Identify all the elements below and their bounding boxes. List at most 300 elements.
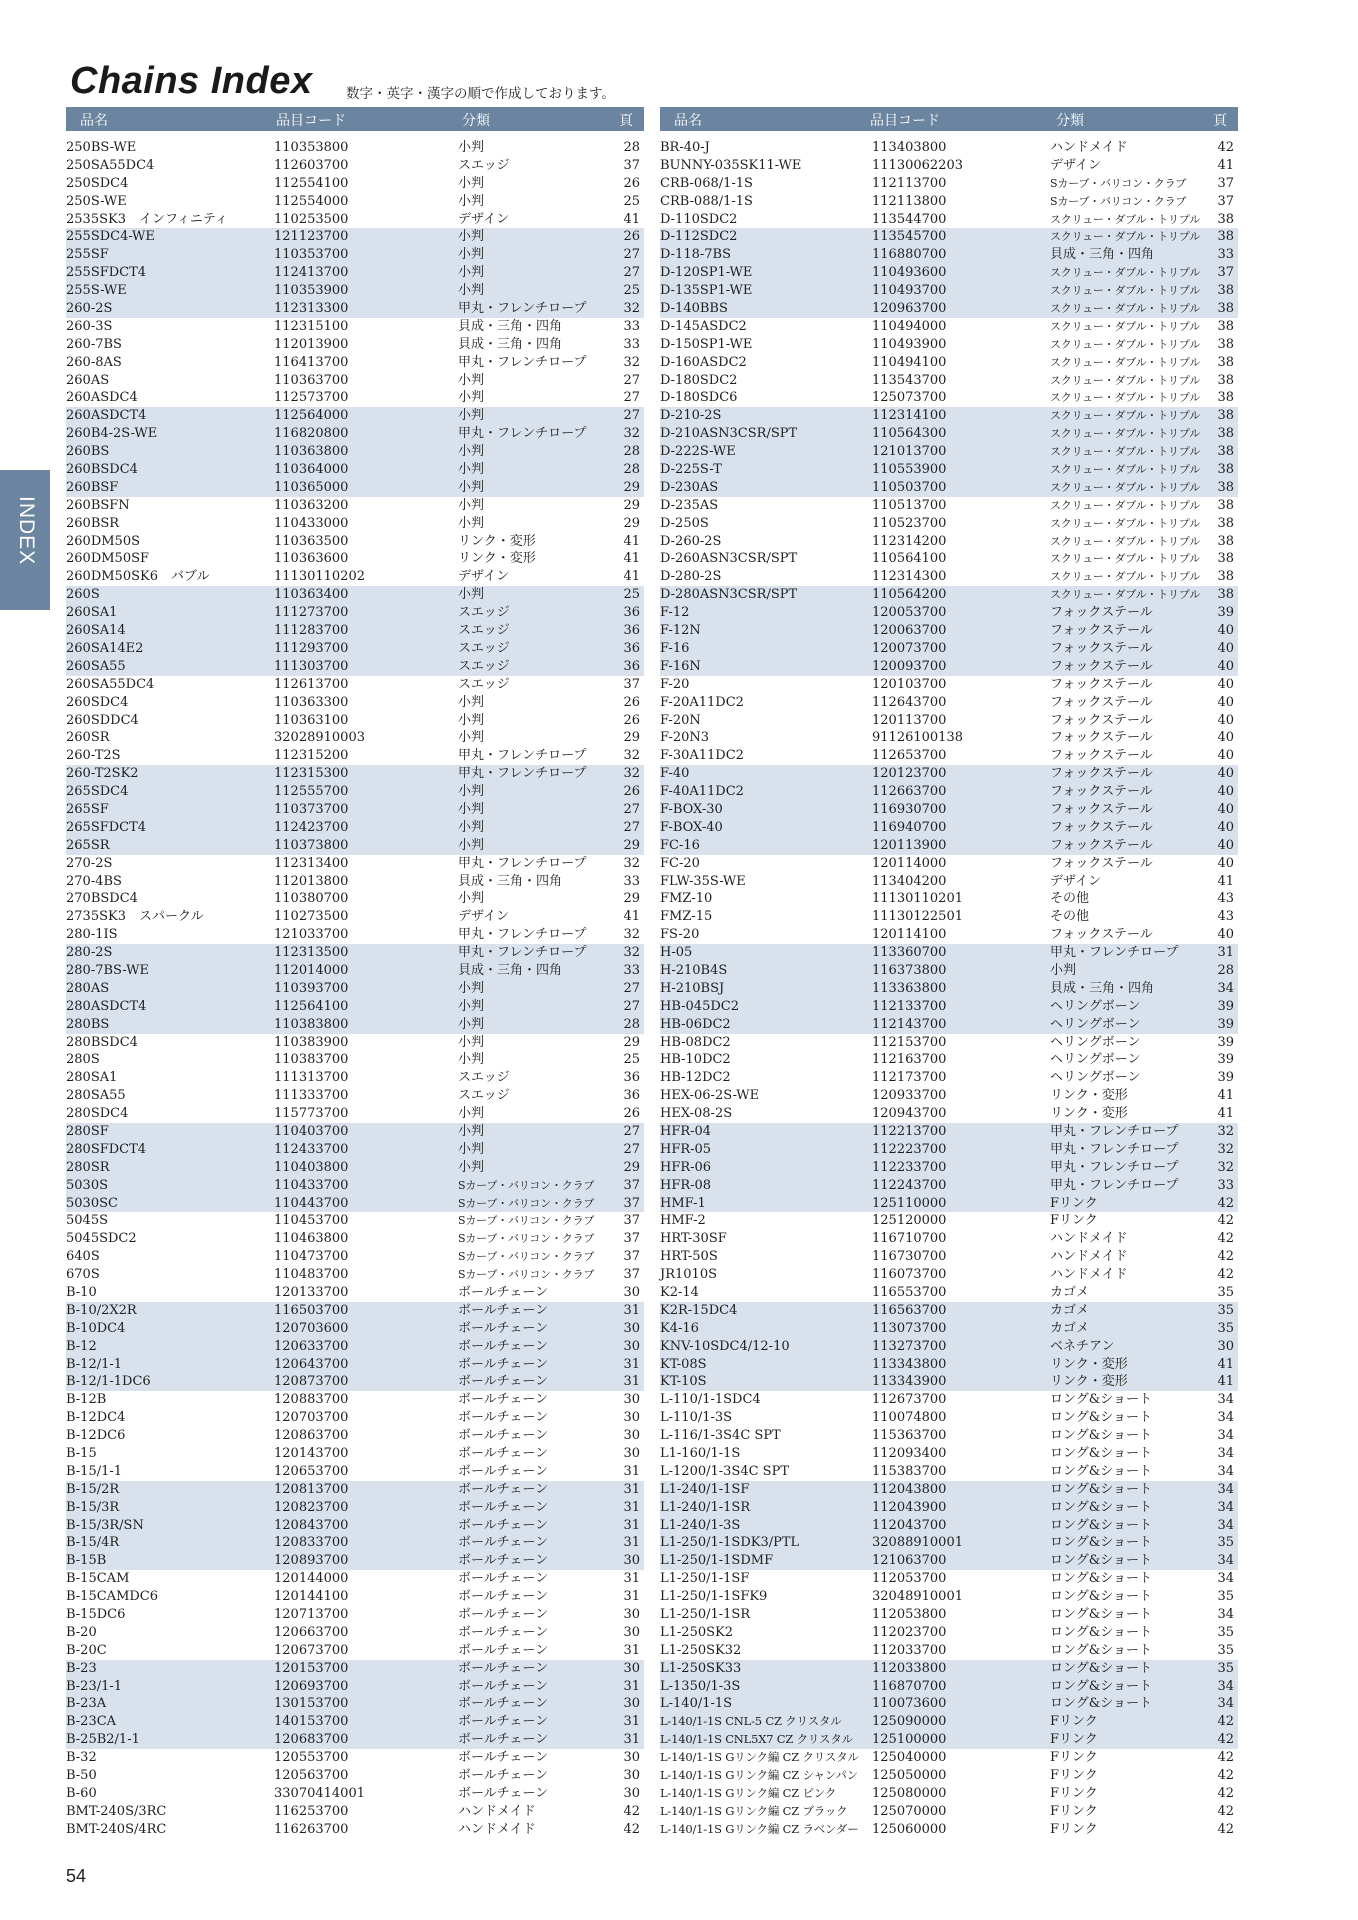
item-page: 31: [623, 1678, 640, 1694]
table-row: [66, 890, 644, 908]
item-page: 34: [1217, 1446, 1234, 1462]
column-header-page: 頁: [1213, 113, 1227, 129]
item-category: フォックステール: [1050, 676, 1153, 692]
table-row: [66, 1642, 644, 1660]
table-row: [660, 747, 1238, 765]
item-page: 34: [1217, 980, 1234, 996]
item-code: 110353900: [274, 283, 349, 299]
item-page: 38: [1217, 426, 1234, 442]
item-category: ボールチェーン: [458, 1320, 549, 1336]
item-code: 115773700: [274, 1106, 349, 1122]
item-page: 30: [623, 1660, 640, 1676]
item-category: スクリュー・ダブル・トリプル: [1050, 588, 1200, 602]
item-category: ロング&ショート: [1050, 1624, 1153, 1640]
item-code: 113360700: [872, 945, 947, 961]
table-header: [66, 107, 644, 131]
item-name: 280S: [66, 1052, 100, 1068]
item-category: ボールチェーン: [458, 1338, 549, 1354]
item-page: 38: [1217, 211, 1234, 227]
item-code: 111313700: [274, 1070, 349, 1086]
item-page: 35: [1217, 1624, 1234, 1640]
item-category: フォックステール: [1050, 801, 1153, 817]
item-code: 110494100: [872, 354, 947, 370]
table-row: [660, 1803, 1238, 1821]
item-page: 32: [623, 354, 640, 370]
item-name: BMT-240S/3RC: [66, 1803, 167, 1819]
item-category: 貝成・三角・四角: [1050, 980, 1155, 996]
item-page: 32: [623, 855, 640, 871]
item-name: D-180SDC2: [660, 372, 738, 388]
item-code: 116930700: [872, 801, 947, 817]
item-category: ボールチェーン: [458, 1374, 549, 1390]
item-category: Sカーブ・バリコン・クラブ: [458, 1268, 595, 1282]
item-code: 112053800: [872, 1607, 947, 1623]
item-category: ボールチェーン: [458, 1750, 549, 1766]
item-name: L1-250/1-1SFK9: [660, 1589, 768, 1605]
item-category: 小判: [458, 390, 485, 406]
item-page: 26: [623, 175, 640, 191]
item-code: 120144000: [274, 1571, 349, 1587]
item-code: 120113900: [872, 837, 947, 853]
item-category: ロング&ショート: [1050, 1535, 1153, 1551]
item-category: スエッジ: [458, 605, 510, 621]
item-category: フォックステール: [1050, 927, 1153, 943]
table-row: [66, 1320, 644, 1338]
item-page: 31: [623, 1302, 640, 1318]
item-name: 270-4BS: [66, 873, 122, 889]
item-code: 11130110201: [872, 891, 963, 907]
item-code: 112223700: [872, 1141, 947, 1157]
table-row: [66, 747, 644, 765]
item-page: 41: [1217, 1106, 1234, 1122]
item-code: 140153700: [274, 1714, 349, 1730]
item-page: 27: [623, 265, 640, 281]
table-row: [66, 1731, 644, 1749]
item-page: 43: [1217, 909, 1234, 925]
item-code: 110363600: [274, 551, 349, 567]
item-code: 121013700: [872, 444, 947, 460]
item-category: ボールチェーン: [458, 1499, 549, 1515]
item-category: ヘリングボーン: [1050, 1052, 1141, 1068]
item-category: Fリンク: [1050, 1732, 1098, 1748]
item-code: 112313300: [274, 301, 349, 317]
table-row: [660, 819, 1238, 837]
item-code: 120703600: [274, 1320, 349, 1336]
item-code: 110383900: [274, 1034, 349, 1050]
item-code: 120073700: [872, 640, 947, 656]
item-page: 39: [1217, 1016, 1234, 1032]
item-name: HRT-50S: [660, 1249, 718, 1265]
item-code: 33070414001: [274, 1785, 365, 1801]
table-row: [660, 890, 1238, 908]
item-code: 120873700: [274, 1374, 349, 1390]
item-category: ヘリングボーン: [1050, 1034, 1141, 1050]
index-side-tab[interactable]: [0, 470, 50, 610]
item-page: 30: [623, 1624, 640, 1640]
item-code: 120893700: [274, 1553, 349, 1569]
item-code: 112043900: [872, 1499, 947, 1515]
item-name: L1-250SK32: [660, 1642, 742, 1658]
table-row: [660, 264, 1238, 282]
item-code: 115363700: [872, 1428, 947, 1444]
item-code: 32088910001: [872, 1535, 963, 1551]
item-category: 小判: [458, 140, 485, 155]
item-category: スクリュー・ダブル・トリプル: [1050, 427, 1200, 441]
item-code: 112013900: [274, 336, 349, 352]
item-name: HFR-08: [660, 1177, 712, 1193]
item-code: 110253500: [274, 211, 349, 227]
item-name: L-140/1-1S Gリンク編 CZ ブラック: [660, 1803, 848, 1818]
item-code: 110363700: [274, 372, 349, 388]
table-body: [660, 139, 1238, 1839]
item-page: 27: [623, 980, 640, 996]
item-page: 41: [623, 909, 640, 925]
item-code: 120133700: [274, 1285, 349, 1300]
item-code: 11130062203: [872, 157, 963, 173]
table-row: [66, 1105, 644, 1123]
item-category: フォックステール: [1050, 855, 1153, 871]
item-name: B-15: [66, 1446, 97, 1462]
item-name: D-118-7BS: [660, 247, 731, 263]
table-row: [660, 1105, 1238, 1123]
item-code: 110373800: [274, 837, 349, 853]
item-category: ロング&ショート: [1050, 1589, 1153, 1605]
item-name: HRT-30SF: [660, 1231, 727, 1247]
table-row: [66, 962, 644, 980]
item-code: 111273700: [274, 605, 349, 621]
item-category: 小判: [458, 801, 485, 817]
column-header-code: 品目コード: [276, 113, 346, 129]
item-name: KT-10S: [660, 1374, 707, 1390]
item-name: FMZ-10: [660, 891, 713, 907]
table-row: [660, 1320, 1238, 1338]
table-row: [660, 533, 1238, 551]
item-page: 36: [623, 640, 640, 656]
item-name: L-110/1-1SDC4: [660, 1392, 761, 1408]
item-page: 27: [623, 408, 640, 424]
item-page: 30: [623, 1785, 640, 1801]
item-name: B-23/1-1: [66, 1678, 123, 1694]
table-row: [660, 246, 1238, 264]
item-page: 27: [623, 247, 640, 263]
item-code: 112163700: [872, 1052, 947, 1068]
table-row: [66, 193, 644, 211]
item-page: 38: [1217, 390, 1234, 406]
item-name: 260SR: [66, 730, 110, 746]
table-row: [66, 336, 644, 354]
item-name: D-235AS: [660, 497, 719, 513]
table-row: [660, 1678, 1238, 1696]
item-code: 112413700: [274, 265, 349, 281]
item-page: 27: [623, 801, 640, 817]
table-row: [66, 1373, 644, 1391]
item-category: ヘリングボーン: [1050, 1070, 1141, 1086]
item-category: ロング&ショート: [1050, 1696, 1153, 1712]
item-name: D-260-2S: [660, 533, 722, 549]
column-header-name: 品名: [80, 113, 108, 129]
item-category: 小判: [458, 837, 485, 853]
item-name: 640S: [66, 1249, 100, 1265]
item-category: フォックステール: [1050, 819, 1153, 835]
table-row: [660, 765, 1238, 783]
item-name: 280-1IS: [66, 927, 118, 943]
item-name: 250S-WE: [66, 193, 127, 209]
item-page: 36: [623, 605, 640, 621]
item-category: スクリュー・ダブル・トリプル: [1050, 534, 1200, 548]
item-page: 29: [623, 515, 640, 531]
table-row: [660, 550, 1238, 568]
item-name: F-12: [660, 605, 690, 621]
item-page: 32: [623, 301, 640, 317]
item-code: 112653700: [872, 748, 947, 764]
item-code: 112014000: [274, 962, 349, 978]
item-category: ボールチェーン: [458, 1428, 549, 1444]
item-code: 110483700: [274, 1267, 349, 1283]
item-page: 42: [1217, 1732, 1234, 1748]
item-code: 112033800: [872, 1660, 947, 1676]
table-row: [660, 1552, 1238, 1570]
item-code: 113545700: [872, 229, 947, 245]
item-name: L1-240/1-1SF: [660, 1481, 750, 1497]
table-row: [66, 729, 644, 747]
table-row: [66, 801, 644, 819]
item-code: 120843700: [274, 1517, 349, 1533]
item-name: F-20: [660, 676, 690, 692]
table-row: [66, 282, 644, 300]
item-page: 29: [623, 1159, 640, 1175]
item-name: 280SA55: [66, 1088, 126, 1104]
item-code: 110074800: [872, 1410, 947, 1426]
item-category: 甲丸・フレンチロープ: [458, 766, 587, 782]
item-name: B-50: [66, 1768, 97, 1784]
item-category: Sカーブ・バリコン・クラブ: [458, 1232, 595, 1246]
item-code: 110473700: [274, 1249, 349, 1265]
item-name: 260-T2S: [66, 748, 121, 764]
item-name: 670S: [66, 1267, 100, 1283]
table-row: [66, 1570, 644, 1588]
table-row: [66, 318, 644, 336]
item-category: 甲丸・フレンチロープ: [1050, 1141, 1179, 1157]
item-name: 270-2S: [66, 855, 113, 871]
item-category: Sカーブ・バリコン・クラブ: [1050, 194, 1187, 208]
item-code: 120693700: [274, 1678, 349, 1694]
table-row: [66, 819, 644, 837]
item-name: L-1350/1-3S: [660, 1678, 741, 1694]
table-row: [66, 1695, 644, 1713]
table-body: [66, 139, 644, 1839]
item-page: 35: [1217, 1285, 1234, 1300]
item-name: 260DM50S: [66, 533, 140, 549]
item-code: 110493700: [872, 283, 947, 299]
item-code: 125110000: [872, 1195, 947, 1211]
item-page: 37: [623, 1195, 640, 1211]
item-name: FS-20: [660, 927, 700, 943]
item-category: 小判: [458, 998, 485, 1014]
item-name: 260SDC4: [66, 694, 129, 710]
table-row: [66, 1767, 644, 1785]
item-name: B-12DC4: [66, 1410, 126, 1426]
table-row: [66, 694, 644, 712]
table-row: [660, 1821, 1238, 1839]
table-row: [66, 407, 644, 425]
item-code: 110383700: [274, 1052, 349, 1068]
table-row: [66, 622, 644, 640]
item-category: スクリュー・ダブル・トリプル: [1050, 373, 1200, 387]
table-row: [660, 228, 1238, 246]
item-name: K4-16: [660, 1320, 699, 1336]
item-code: 112314200: [872, 533, 947, 549]
page-number: 54: [66, 1866, 87, 1886]
table-row: [660, 712, 1238, 730]
item-name: HEX-08-2S: [660, 1106, 733, 1122]
table-row: [66, 211, 644, 229]
item-code: 110523700: [872, 515, 947, 531]
table-row: [66, 1463, 644, 1481]
item-name: HB-10DC2: [660, 1052, 731, 1068]
item-category: スエッジ: [458, 623, 510, 639]
item-code: 116503700: [274, 1302, 349, 1318]
item-page: 30: [1217, 1338, 1234, 1354]
item-name: 260DM50SF: [66, 551, 150, 567]
item-category: ロング&ショート: [1050, 1517, 1153, 1533]
table-row: [66, 1051, 644, 1069]
table-row: [660, 1570, 1238, 1588]
item-name: 265SFDCT4: [66, 819, 147, 835]
table-row: [66, 765, 644, 783]
item-code: 120093700: [872, 658, 947, 674]
table-row: [660, 1177, 1238, 1195]
item-page: 30: [623, 1696, 640, 1712]
item-name: HB-12DC2: [660, 1070, 731, 1086]
table-row: [660, 1034, 1238, 1052]
item-code: 120713700: [274, 1607, 349, 1623]
item-name: L1-160/1-1S: [660, 1446, 741, 1462]
item-code: 110513700: [872, 497, 947, 513]
table-row: [66, 425, 644, 443]
item-name: L1-240/1-3S: [660, 1517, 741, 1533]
item-name: BMT-240S/4RC: [66, 1821, 167, 1837]
item-name: 260-8AS: [66, 354, 122, 370]
table-row: [660, 443, 1238, 461]
item-code: 112554100: [274, 175, 349, 191]
table-row: [660, 944, 1238, 962]
item-name: 2535SK3 インフィニティ: [66, 211, 228, 227]
item-category: ロング&ショート: [1050, 1446, 1153, 1462]
table-row: [660, 1356, 1238, 1374]
item-page: 38: [1217, 372, 1234, 388]
item-category: ロング&ショート: [1050, 1571, 1153, 1587]
table-row: [660, 1195, 1238, 1213]
item-code: 112143700: [872, 1016, 947, 1032]
item-name: 260-T2SK2: [66, 766, 139, 782]
item-name: 270BSDC4: [66, 891, 138, 907]
item-name: 260S: [66, 587, 100, 603]
table-row: [660, 1230, 1238, 1248]
item-name: B-15/4R: [66, 1535, 120, 1551]
item-code: 125050000: [872, 1768, 947, 1784]
item-name: HMF-1: [660, 1195, 706, 1211]
item-category: その他: [1050, 909, 1090, 925]
item-category: フォックステール: [1050, 748, 1153, 764]
item-category: スクリュー・ダブル・トリプル: [1050, 445, 1200, 459]
column-header-name: 品名: [674, 113, 702, 129]
item-name: B-12: [66, 1338, 97, 1354]
item-page: 26: [623, 1106, 640, 1122]
item-category: ボールチェーン: [458, 1785, 549, 1801]
item-category: Sカーブ・バリコン・クラブ: [1050, 176, 1187, 190]
item-name: F-40A11DC2: [660, 784, 744, 800]
item-category: スクリュー・ダブル・トリプル: [1050, 302, 1200, 316]
item-page: 42: [1217, 140, 1234, 155]
table-row: [66, 1177, 644, 1195]
item-page: 42: [1217, 1249, 1234, 1265]
item-page: 25: [623, 283, 640, 299]
item-name: 250BS-WE: [66, 140, 137, 155]
item-code: 112554000: [274, 193, 349, 209]
item-category: Fリンク: [1050, 1750, 1098, 1766]
item-name: KNV-10SDC4/12-10: [660, 1338, 790, 1354]
item-code: 125060000: [872, 1821, 947, 1837]
column-header-code: 品目コード: [870, 113, 940, 129]
table-row: [660, 354, 1238, 372]
item-code: 110353700: [274, 247, 349, 263]
item-category: ボールチェーン: [458, 1732, 549, 1748]
item-category: ボールチェーン: [458, 1356, 549, 1372]
item-name: 280SA1: [66, 1070, 118, 1086]
table-row: [660, 479, 1238, 497]
item-category: スエッジ: [458, 676, 510, 692]
table-row: [660, 658, 1238, 676]
item-code: 116940700: [872, 819, 947, 835]
item-category: 小判: [458, 408, 485, 424]
item-category: スクリュー・ダブル・トリプル: [1050, 552, 1200, 566]
item-name: 2735SK3 スパークル: [66, 909, 204, 925]
item-name: B-15DC6: [66, 1607, 126, 1623]
table-row: [660, 1051, 1238, 1069]
column-header-category: 分類: [1056, 113, 1084, 129]
item-category: ボールチェーン: [458, 1714, 549, 1730]
item-code: 110463800: [274, 1231, 349, 1247]
item-category: Fリンク: [1050, 1768, 1098, 1784]
table-row: [66, 1356, 644, 1374]
item-name: FC-20: [660, 855, 700, 871]
item-page: 30: [623, 1285, 640, 1300]
table-row: [66, 1212, 644, 1230]
item-name: F-20N3: [660, 730, 710, 746]
item-category: フォックステール: [1050, 712, 1153, 728]
item-code: 116710700: [872, 1231, 947, 1247]
table-row: [66, 1069, 644, 1087]
item-page: 41: [1217, 873, 1234, 889]
item-category: ボールチェーン: [458, 1607, 549, 1623]
item-page: 30: [623, 1446, 640, 1462]
item-page: 33: [623, 962, 640, 978]
item-page: 34: [1217, 1696, 1234, 1712]
item-page: 41: [623, 551, 640, 567]
item-name: D-260ASN3CSR/SPT: [660, 551, 798, 567]
item-page: 37: [623, 676, 640, 692]
item-category: 小判: [458, 587, 485, 603]
item-page: 34: [1217, 1571, 1234, 1587]
item-page: 27: [623, 1123, 640, 1139]
table-row: [660, 425, 1238, 443]
item-page: 40: [1217, 730, 1234, 746]
item-page: 40: [1217, 676, 1234, 692]
item-category: 貝成・三角・四角: [1050, 247, 1155, 263]
table-row: [660, 604, 1238, 622]
item-page: 34: [1217, 1553, 1234, 1569]
table-row: [660, 1534, 1238, 1552]
